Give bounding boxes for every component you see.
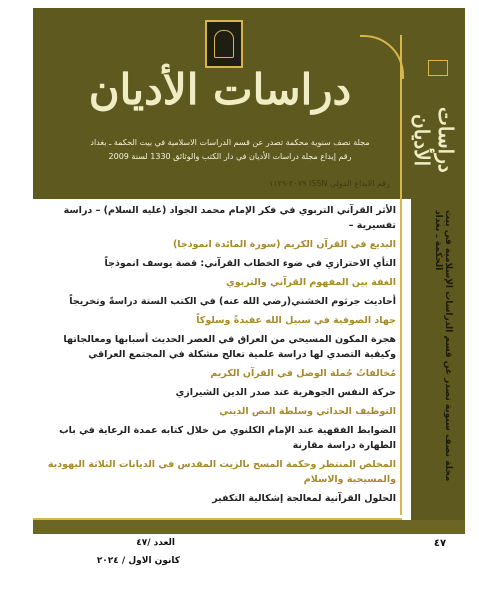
article-title: البديع في القرآن الكريم (سورة المائدة انموذجا) — [172, 239, 396, 250]
spine-description: مجلة نصف سنوية تصدر عن قسم الدراسات الإسلامية في بيت الحكمة ـ بغداد — [433, 210, 453, 482]
article-list — [40, 203, 396, 510]
article-title: أحاديث جرثوم الخشني(رضي الله عنه) في الكتب الستة دراسةً وتخريجاً — [69, 296, 396, 307]
article-title: المخلص المنتظر وحكمة المسح بالزيت المقدس في الديانات الثلاثة اليهودية والمسيحية والاسلام — [47, 459, 396, 485]
page-number: ٤٧ — [433, 538, 447, 549]
article-title: جهاد الصوفية في سبيل الله عقيدةً وسلوكاً — [196, 315, 396, 326]
issue-date: كانون الاول / ٢٠٢٤ — [96, 556, 180, 566]
article-title: الضوابط الفقهية عند الإمام الكلنوي من خلال كتابه عمدة الرعاية في باب الطهارة دراسة مقارنة — [59, 425, 396, 451]
article-title: مُخالفاتُ جُملة الوصل في القرآن الكريم — [210, 368, 396, 379]
article-title: الحلول القرآنية لمعالجة إشكالية التكفير — [212, 493, 396, 504]
article-title: هجرة المكون المسيحي من العراق في العصر الحديث أسبابها ومعالجاتها وكيفية التصدي لها دراسة علمية تعالج مشكلة في المجتمع العراقي — [63, 334, 396, 360]
article-title: التأي الاحترازي في ضوء الخطاب القرآني: قصة يوسف انموذجاً — [104, 258, 396, 269]
article-title: الأثر القرآني التربوي في فكر الإمام محمد الجواد (عليه السلام) – دراسة تفسيرية – — [63, 205, 396, 231]
article-title: الغفة بين المفهوم القرآني والتربوي — [226, 277, 396, 288]
journal-subtitle — [70, 136, 390, 164]
subtitle-line-2: رقم إيداع مجلة دراسات الأديان في دار الكتب والوثائق 1330 لسنة 2009 — [108, 152, 352, 161]
journal-title: دراسات الأديان — [88, 65, 352, 114]
cover-bottom-band — [33, 520, 465, 534]
gold-divider-vertical — [400, 35, 402, 515]
subtitle-line-1: مجلة نصف سنوية محكمة تصدر عن قسم الدراسات الاسلامية في بيت الحكمة ـ بغداد — [90, 138, 370, 147]
article-title: التوظيف الحداثي وسلطة النص الديني — [219, 406, 396, 417]
spine-emblem-icon — [428, 60, 448, 76]
institution-logo-icon — [205, 20, 243, 68]
issn-number: رقم الايداع الدولي ISSN ٢٠٧٩-١١٢٩ — [269, 179, 390, 188]
issue-number: العدد /٤٧ — [136, 538, 175, 548]
article-title: حركة النفس الجوهرية عند صدر الدين الشيرازي — [175, 387, 396, 398]
spine-title: دراسات الأديان — [410, 107, 458, 173]
